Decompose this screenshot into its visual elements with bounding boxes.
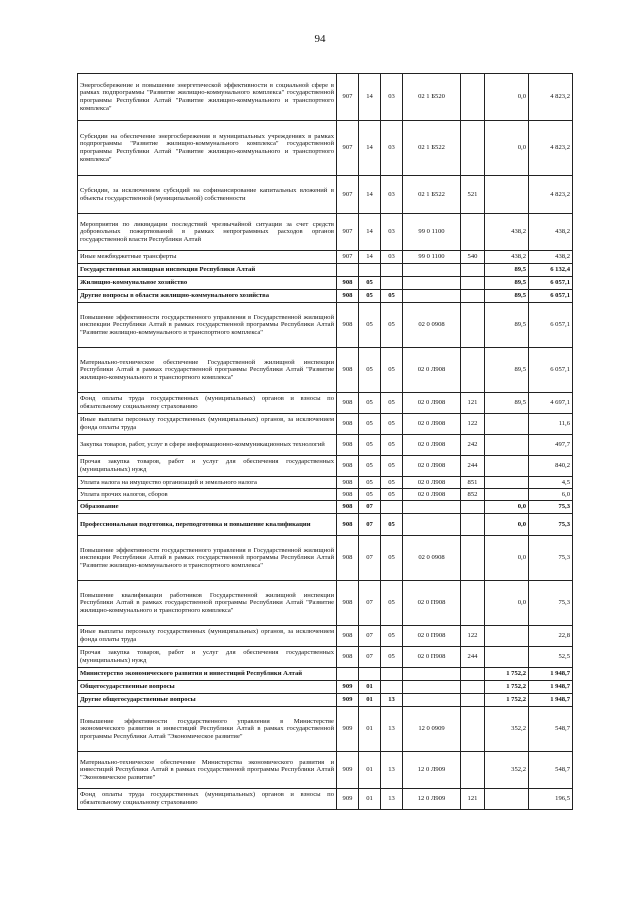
subsection-code-cell: 03	[381, 214, 403, 251]
amount-1-cell: 1 752,2	[485, 681, 529, 694]
ministry-code-cell: 908	[337, 477, 359, 489]
table-row	[78, 694, 573, 707]
row-name-cell: Повышение эффективности государственного управления в Министерстве экономического развития и инвестиций Республики Алтай в рамках государственной программы Республики Алтай "Экономическое развитие"	[78, 707, 337, 752]
budget-table	[77, 73, 573, 810]
target-article-cell: 02 0 П908	[403, 581, 461, 626]
subsection-code-cell: 05	[381, 348, 403, 393]
expense-type-cell: 540	[461, 251, 485, 264]
row-name-cell: Государственная жилищная инспекция Республики Алтай	[78, 264, 337, 277]
table-row	[78, 214, 573, 251]
expense-type-cell	[461, 264, 485, 277]
row-name-cell: Иные выплаты персоналу государственных (муниципальных) органов, за исключением фонда оплаты труда	[78, 414, 337, 435]
ministry-code-cell: 909	[337, 789, 359, 810]
expense-type-cell	[461, 707, 485, 752]
ministry-code-cell: 909	[337, 694, 359, 707]
amount-1-cell: 438,2	[485, 251, 529, 264]
subsection-code-cell	[381, 668, 403, 681]
subsection-code-cell: 03	[381, 251, 403, 264]
expense-type-cell	[461, 514, 485, 536]
table-row	[78, 514, 573, 536]
subsection-code-cell: 05	[381, 626, 403, 647]
amount-2-cell: 840,2	[529, 456, 573, 477]
row-name-cell: Другие общегосударственные вопросы	[78, 694, 337, 707]
amount-2-cell: 6,0	[529, 489, 573, 501]
target-article-cell: 99 0 1100	[403, 214, 461, 251]
section-code-cell: 01	[359, 707, 381, 752]
section-code-cell: 05	[359, 456, 381, 477]
row-name-cell: Материально-техническое обеспечение Министерства экономического развития и инвестиций Республики Алтай в рамках государственной программы Республики Алтай "Экономическое развитие"	[78, 752, 337, 789]
ministry-code-cell: 908	[337, 489, 359, 501]
section-code-cell	[359, 264, 381, 277]
ministry-code-cell: 908	[337, 514, 359, 536]
row-name-cell: Прочая закупка товаров, работ и услуг для обеспечения государственных (муниципальных) нужд	[78, 647, 337, 668]
table-row	[78, 74, 573, 121]
amount-1-cell: 0,0	[485, 121, 529, 176]
table-row	[78, 456, 573, 477]
amount-2-cell: 1 948,7	[529, 694, 573, 707]
subsection-code-cell: 05	[381, 536, 403, 581]
ministry-code-cell: 907	[337, 176, 359, 214]
ministry-code-cell: 907	[337, 121, 359, 176]
table-row	[78, 536, 573, 581]
target-article-cell: 02 0 Л908	[403, 456, 461, 477]
amount-1-cell	[485, 456, 529, 477]
row-name-cell: Уплата прочих налогов, сборов	[78, 489, 337, 501]
target-article-cell: 02 0 Л908	[403, 435, 461, 456]
table-row	[78, 477, 573, 489]
table-body	[78, 74, 573, 810]
table-row	[78, 435, 573, 456]
amount-1-cell: 352,2	[485, 707, 529, 752]
expense-type-cell	[461, 581, 485, 626]
target-article-cell	[403, 290, 461, 303]
target-article-cell: 02 0 Л908	[403, 477, 461, 489]
subsection-code-cell: 05	[381, 290, 403, 303]
subsection-code-cell: 03	[381, 121, 403, 176]
subsection-code-cell: 13	[381, 789, 403, 810]
table-row	[78, 626, 573, 647]
row-name-cell: Материально-техническое обеспечение Государственной жилищной инспекции Республики Алтай в рамках государственной программы Республики Алтай "Развитие жилищно-коммунального и транспортного комплекса"	[78, 348, 337, 393]
row-name-cell: Общегосударственные вопросы	[78, 681, 337, 694]
expense-type-cell	[461, 74, 485, 121]
ministry-code-cell: 908	[337, 501, 359, 514]
page-number: 94	[314, 33, 326, 45]
target-article-cell: 99 0 1100	[403, 251, 461, 264]
table-row	[78, 647, 573, 668]
amount-1-cell: 1 752,2	[485, 668, 529, 681]
target-article-cell: 02 0 Л908	[403, 414, 461, 435]
amount-1-cell: 89,5	[485, 393, 529, 414]
section-code-cell: 14	[359, 251, 381, 264]
ministry-code-cell: 908	[337, 348, 359, 393]
ministry-code-cell: 907	[337, 214, 359, 251]
target-article-cell: 02 0 Л908	[403, 393, 461, 414]
amount-1-cell	[485, 789, 529, 810]
section-code-cell: 07	[359, 536, 381, 581]
row-name-cell: Прочая закупка товаров, работ и услуг для обеспечения государственных (муниципальных) нужд	[78, 456, 337, 477]
target-article-cell	[403, 681, 461, 694]
amount-1-cell: 1 752,2	[485, 694, 529, 707]
amount-2-cell: 4,5	[529, 477, 573, 489]
row-name-cell: Другие вопросы в области жилищно-коммунального хозяйства	[78, 290, 337, 303]
subsection-code-cell: 13	[381, 752, 403, 789]
section-code-cell: 07	[359, 647, 381, 668]
target-article-cell: 02 0 0908	[403, 303, 461, 348]
row-name-cell: Субсидии на обеспечение энергосбережения в муниципальных учреждениях в рамках подпрограммы "Развитие жилищно-коммунального комплекса" государственной программы Республики Алтай "Развитие жилищно-коммунального и транспортного комплекса"	[78, 121, 337, 176]
amount-1-cell: 0,0	[485, 74, 529, 121]
target-article-cell: 02 0 0908	[403, 536, 461, 581]
expense-type-cell: 521	[461, 176, 485, 214]
ministry-code-cell: 908	[337, 456, 359, 477]
amount-1-cell: 0,0	[485, 536, 529, 581]
row-name-cell: Энергосбережение и повышение энергетической эффективности в социальной сфере в рамках подпрограммы "Развитие жилищно-коммунального комплекса" государственной программы Республики Алтай "Развитие жилищно-коммунального и транспортного комплекса"	[78, 74, 337, 121]
table-row	[78, 176, 573, 214]
amount-1-cell: 0,0	[485, 501, 529, 514]
amount-1-cell	[485, 626, 529, 647]
table-row	[78, 348, 573, 393]
subsection-code-cell: 05	[381, 477, 403, 489]
expense-type-cell	[461, 348, 485, 393]
amount-1-cell	[485, 435, 529, 456]
ministry-code-cell: 908	[337, 536, 359, 581]
ministry-code-cell: 908	[337, 414, 359, 435]
subsection-code-cell: 05	[381, 489, 403, 501]
subsection-code-cell: 05	[381, 435, 403, 456]
amount-1-cell	[485, 477, 529, 489]
amount-1-cell: 0,0	[485, 514, 529, 536]
table-row	[78, 277, 573, 290]
ministry-code-cell: 907	[337, 74, 359, 121]
row-name-cell: Повышение квалификации работников Государственной жилищной инспекции Республики Алтай в рамках государственной программы Республики Алтай "Развитие жилищно-коммунального и транспортного комплекса"	[78, 581, 337, 626]
expense-type-cell: 242	[461, 435, 485, 456]
amount-2-cell: 1 948,7	[529, 681, 573, 694]
expense-type-cell	[461, 694, 485, 707]
expense-type-cell: 244	[461, 647, 485, 668]
ministry-code-cell: 908	[337, 290, 359, 303]
expense-type-cell: 122	[461, 414, 485, 435]
expense-type-cell: 244	[461, 456, 485, 477]
row-name-cell: Повышение эффективности государственного управления в Государственной жилищной инспекции Республики Алтай в рамках государственной программы Республики Алтай "Развитие жилищно-коммунального и транспортного комплекса"	[78, 303, 337, 348]
table-row	[78, 581, 573, 626]
amount-2-cell: 6 057,1	[529, 303, 573, 348]
row-name-cell: Фонд оплаты труда государственных (муниципальных) органов и взносы по обязательному социальному страхованию	[78, 789, 337, 810]
subsection-code-cell: 05	[381, 456, 403, 477]
section-code-cell: 05	[359, 435, 381, 456]
subsection-code-cell: 05	[381, 303, 403, 348]
row-name-cell: Жилищно-коммунальное хозяйство	[78, 277, 337, 290]
section-code-cell: 05	[359, 290, 381, 303]
amount-2-cell: 6 132,4	[529, 264, 573, 277]
subsection-code-cell: 13	[381, 694, 403, 707]
section-code-cell: 14	[359, 214, 381, 251]
amount-2-cell: 6 057,1	[529, 348, 573, 393]
amount-2-cell: 548,7	[529, 707, 573, 752]
amount-1-cell: 89,5	[485, 303, 529, 348]
expense-type-cell: 852	[461, 489, 485, 501]
amount-2-cell: 497,7	[529, 435, 573, 456]
section-code-cell: 14	[359, 74, 381, 121]
table-row	[78, 393, 573, 414]
row-name-cell: Фонд оплаты труда государственных (муниципальных) органов и взносы по обязательному социальному страхованию	[78, 393, 337, 414]
amount-1-cell: 89,5	[485, 348, 529, 393]
target-article-cell	[403, 501, 461, 514]
expense-type-cell	[461, 290, 485, 303]
amount-1-cell: 89,5	[485, 277, 529, 290]
ministry-code-cell: 909	[337, 681, 359, 694]
ministry-code-cell	[337, 264, 359, 277]
expense-type-cell: 121	[461, 789, 485, 810]
row-name-cell: Закупка товаров, работ, услуг в сфере информационно-коммуникационных технологий	[78, 435, 337, 456]
ministry-code-cell: 908	[337, 581, 359, 626]
expense-type-cell: 121	[461, 393, 485, 414]
section-code-cell: 07	[359, 501, 381, 514]
ministry-code-cell: 908	[337, 435, 359, 456]
target-article-cell: 02 0 П908	[403, 647, 461, 668]
table-row	[78, 681, 573, 694]
subsection-code-cell: 05	[381, 393, 403, 414]
table-row	[78, 414, 573, 435]
amount-1-cell: 438,2	[485, 214, 529, 251]
amount-2-cell: 6 057,1	[529, 290, 573, 303]
target-article-cell: 12 0 0909	[403, 707, 461, 752]
section-code-cell: 05	[359, 348, 381, 393]
target-article-cell: 02 1 Б520	[403, 74, 461, 121]
table-row	[78, 752, 573, 789]
row-name-cell: Министерство экономического развития и инвестиций Республики Алтай	[78, 668, 337, 681]
expense-type-cell	[461, 214, 485, 251]
amount-1-cell	[485, 647, 529, 668]
target-article-cell: 12 0 Л909	[403, 752, 461, 789]
target-article-cell	[403, 694, 461, 707]
amount-2-cell: 196,5	[529, 789, 573, 810]
ministry-code-cell: 907	[337, 251, 359, 264]
target-article-cell	[403, 514, 461, 536]
section-code-cell: 14	[359, 176, 381, 214]
amount-2-cell: 4 697,1	[529, 393, 573, 414]
amount-2-cell: 438,2	[529, 214, 573, 251]
target-article-cell: 02 1 Б522	[403, 176, 461, 214]
table-row	[78, 501, 573, 514]
expense-type-cell	[461, 121, 485, 176]
table-row	[78, 264, 573, 277]
amount-2-cell: 548,7	[529, 752, 573, 789]
section-code-cell: 07	[359, 626, 381, 647]
section-code-cell: 07	[359, 514, 381, 536]
section-code-cell	[359, 668, 381, 681]
table-row	[78, 707, 573, 752]
table-row	[78, 668, 573, 681]
subsection-code-cell: 05	[381, 414, 403, 435]
subsection-code-cell: 05	[381, 581, 403, 626]
subsection-code-cell	[381, 501, 403, 514]
amount-2-cell: 438,2	[529, 251, 573, 264]
target-article-cell: 02 0 Л908	[403, 348, 461, 393]
section-code-cell: 01	[359, 789, 381, 810]
table-row	[78, 489, 573, 501]
subsection-code-cell: 03	[381, 176, 403, 214]
amount-2-cell: 22,8	[529, 626, 573, 647]
subsection-code-cell: 05	[381, 647, 403, 668]
amount-2-cell: 6 057,1	[529, 277, 573, 290]
row-name-cell: Мероприятия по ликвидации последствий чрезвычайной ситуации за счет средств добровольных пожертвований в рамках непрограммных расходов органов государственной власти Республики Алтай	[78, 214, 337, 251]
section-code-cell: 05	[359, 489, 381, 501]
row-name-cell: Субсидии, за исключением субсидий на софинансирование капитальных вложений в объекты государственной (муниципальной) собственности	[78, 176, 337, 214]
ministry-code-cell: 908	[337, 277, 359, 290]
section-code-cell: 05	[359, 393, 381, 414]
table-row	[78, 290, 573, 303]
row-name-cell: Уплата налога на имущество организаций и земельного налога	[78, 477, 337, 489]
target-article-cell	[403, 277, 461, 290]
table-row	[78, 303, 573, 348]
ministry-code-cell: 909	[337, 707, 359, 752]
ministry-code-cell: 908	[337, 626, 359, 647]
section-code-cell: 01	[359, 694, 381, 707]
ministry-code-cell: 908	[337, 303, 359, 348]
table-row	[78, 789, 573, 810]
table-row	[78, 251, 573, 264]
section-code-cell: 05	[359, 477, 381, 489]
amount-1-cell: 0,0	[485, 581, 529, 626]
expense-type-cell	[461, 501, 485, 514]
subsection-code-cell	[381, 277, 403, 290]
row-name-cell: Профессиональная подготовка, переподготовка и повышение квалификации	[78, 514, 337, 536]
row-name-cell: Образование	[78, 501, 337, 514]
amount-1-cell	[485, 489, 529, 501]
amount-2-cell: 75,3	[529, 581, 573, 626]
subsection-code-cell	[381, 681, 403, 694]
amount-1-cell	[485, 414, 529, 435]
amount-2-cell: 4 823,2	[529, 176, 573, 214]
section-code-cell: 07	[359, 581, 381, 626]
target-article-cell	[403, 668, 461, 681]
amount-1-cell: 89,5	[485, 264, 529, 277]
subsection-code-cell: 13	[381, 707, 403, 752]
target-article-cell	[403, 264, 461, 277]
amount-1-cell	[485, 176, 529, 214]
row-name-cell: Повышение эффективности государственного управления в Государственной жилищной инспекции Республики Алтай в рамках государственной программы Республики Алтай "Развитие жилищно-коммунального и транспортного комплекса"	[78, 536, 337, 581]
target-article-cell: 02 0 П908	[403, 626, 461, 647]
expense-type-cell	[461, 681, 485, 694]
target-article-cell: 02 1 Б522	[403, 121, 461, 176]
amount-2-cell: 4 823,2	[529, 121, 573, 176]
section-code-cell: 05	[359, 303, 381, 348]
amount-1-cell: 352,2	[485, 752, 529, 789]
ministry-code-cell: 909	[337, 752, 359, 789]
amount-2-cell: 52,5	[529, 647, 573, 668]
expense-type-cell: 122	[461, 626, 485, 647]
expense-type-cell	[461, 277, 485, 290]
ministry-code-cell: 908	[337, 647, 359, 668]
expense-type-cell	[461, 536, 485, 581]
target-article-cell: 12 0 Л909	[403, 789, 461, 810]
target-article-cell: 02 0 Л908	[403, 489, 461, 501]
expense-type-cell	[461, 752, 485, 789]
row-name-cell: Иные выплаты персоналу государственных (муниципальных) органов, за исключением фонда оплаты труда	[78, 626, 337, 647]
section-code-cell: 05	[359, 414, 381, 435]
expense-type-cell	[461, 303, 485, 348]
subsection-code-cell: 03	[381, 74, 403, 121]
amount-2-cell: 75,3	[529, 501, 573, 514]
amount-2-cell: 1 948,7	[529, 668, 573, 681]
ministry-code-cell	[337, 668, 359, 681]
subsection-code-cell	[381, 264, 403, 277]
section-code-cell: 14	[359, 121, 381, 176]
section-code-cell: 05	[359, 277, 381, 290]
amount-2-cell: 75,3	[529, 514, 573, 536]
amount-2-cell: 11,6	[529, 414, 573, 435]
amount-2-cell: 4 823,2	[529, 74, 573, 121]
subsection-code-cell: 05	[381, 514, 403, 536]
row-name-cell: Иные межбюджетные трансферты	[78, 251, 337, 264]
ministry-code-cell: 908	[337, 393, 359, 414]
section-code-cell: 01	[359, 752, 381, 789]
section-code-cell: 01	[359, 681, 381, 694]
table-row	[78, 121, 573, 176]
expense-type-cell: 851	[461, 477, 485, 489]
amount-2-cell: 75,3	[529, 536, 573, 581]
expense-type-cell	[461, 668, 485, 681]
amount-1-cell: 89,5	[485, 290, 529, 303]
